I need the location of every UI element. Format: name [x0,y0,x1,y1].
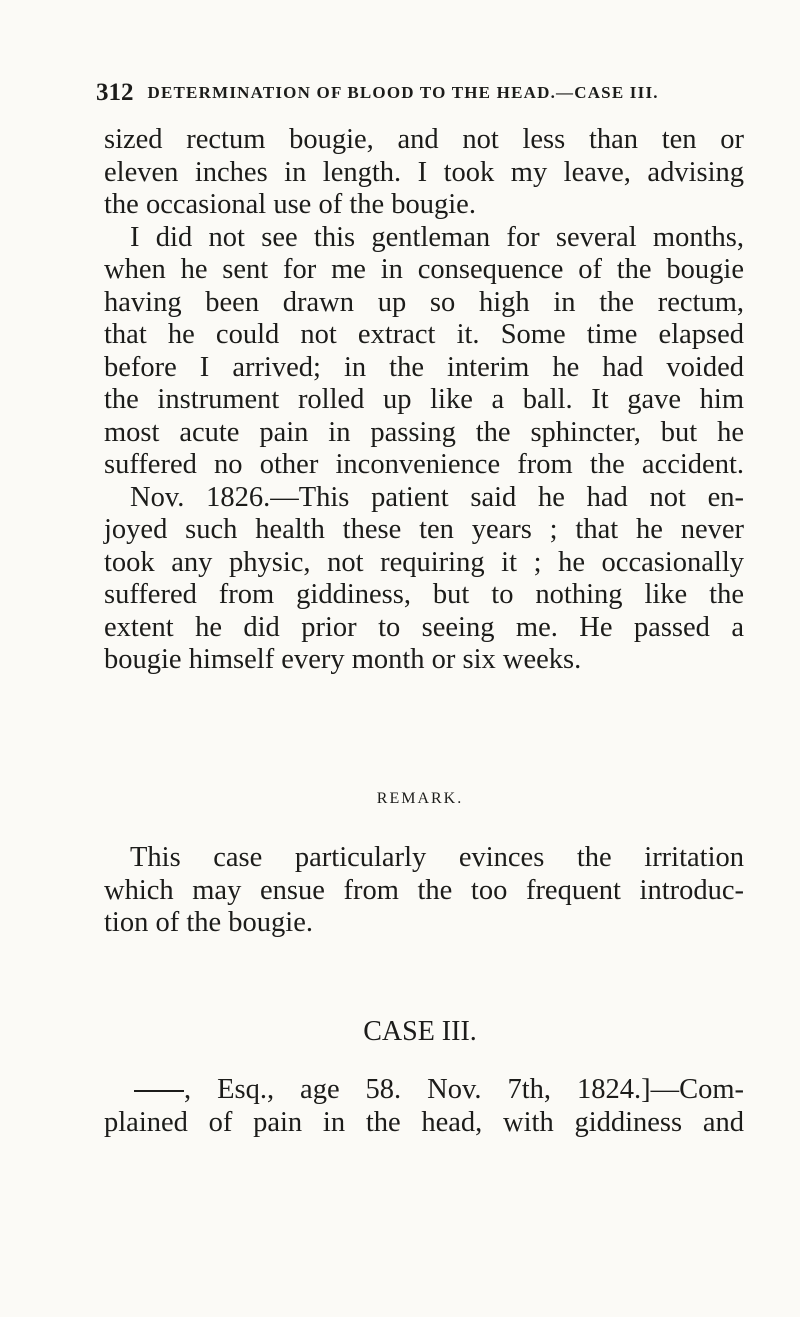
text-line: joyed such health these ten years ; that he never [104,514,744,545]
text-line [104,1074,744,1107]
text-line: plained of pain in the head, with giddiness and [104,1106,744,1138]
text-line: bougie himself every month or six weeks. [104,644,582,675]
text-line: suffered no other inconvenience from the accident. [104,449,744,480]
page-header [96,76,740,110]
text-line: most acute pain in passing the sphincter, but he [104,416,744,448]
text-line: I did not see this gentleman for several months, [130,221,744,253]
text-line: This case particularly evinces the irritation [130,842,744,873]
text-line: extent he did prior to seeing me. He passed a [104,611,744,643]
body-paragraphs [104,124,744,677]
text-line: suffered from giddiness, but to nothing like the [104,579,744,610]
remark-heading: REMARK. [376,790,464,807]
text-line: eleven inches in length. I took my leave, advising [104,156,744,188]
text-line: the occasional use of the bougie. [104,189,476,220]
running-head: DETERMINATION OF BLOOD TO THE HEAD.—CASE III. [147,83,659,102]
case-heading: CASE III. [363,1016,477,1047]
text-line: before I arrived; in the interim he had voided [104,351,744,383]
case-first-line: , Esq., age 58. Nov. 7th, 1824.]—Com- [184,1074,744,1105]
case-paragraph [104,1074,744,1139]
page-number: 312 [96,79,134,106]
remark-paragraph [104,842,744,940]
text-line: the instrument rolled up like a ball. It gave him [104,384,744,415]
text-line: took any physic, not requiring it ; he occasionally [104,546,744,578]
text-line: which may ensue from the too frequent introduc- [104,874,744,906]
text-line: that he could not extract it. Some time elapsed [104,319,744,350]
name-blank-dash [134,1090,184,1092]
text-line: having been drawn up so high in the rectum, [104,286,744,318]
text-line: tion of the bougie. [104,907,313,938]
text-line: when he sent for me in consequence of the bougie [104,254,744,285]
text-line: sized rectum bougie, and not less than ten or [104,124,744,155]
text-line: Nov. 1826.—This patient said he had not en- [130,481,744,513]
